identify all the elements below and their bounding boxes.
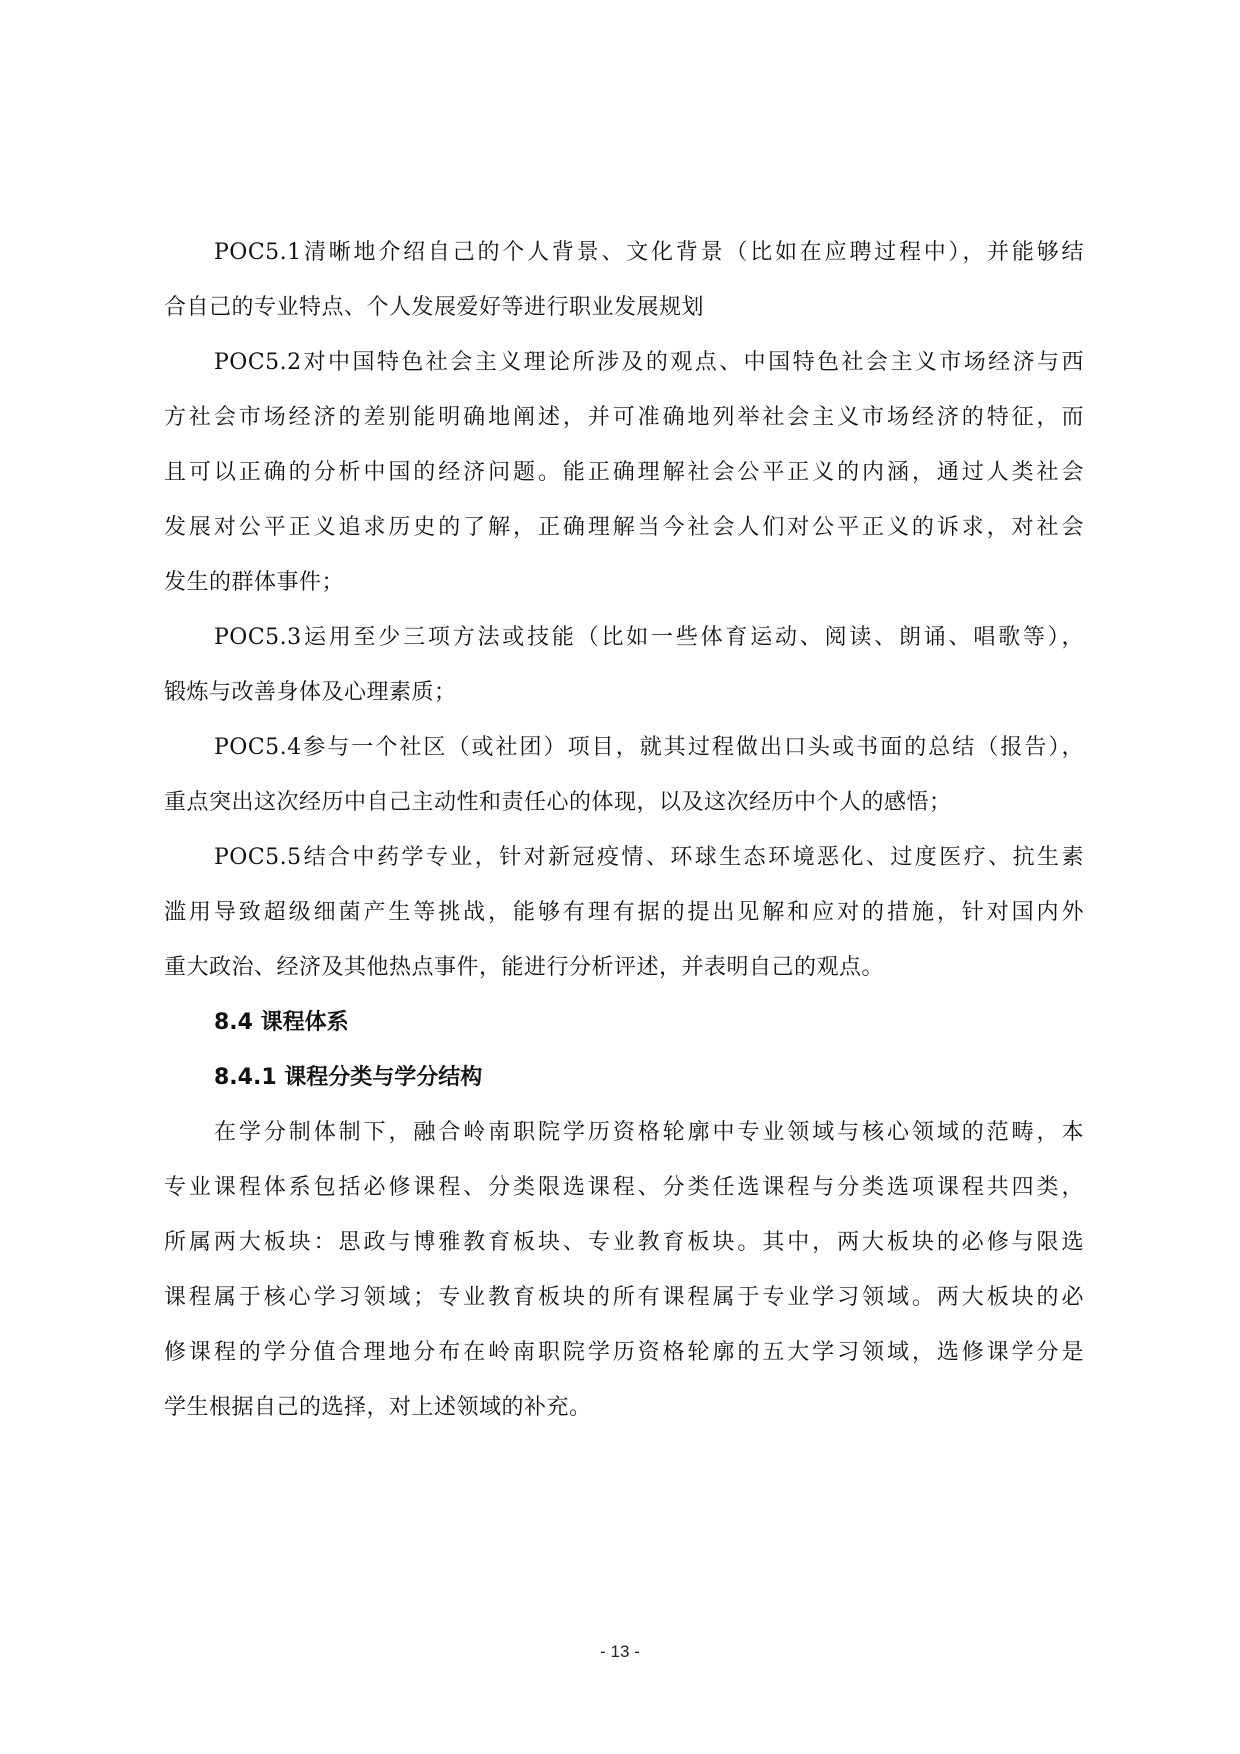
- poc5-5-line-2: 滥用导致超级细菌产生等挑战，能够有理有据的提出见解和应对的措施，针对国内外: [164, 900, 1084, 925]
- poc5-2-line-3: 且可以正确的分析中国的经济问题。能正确理解社会公平正义的内涵，通过人类社会: [164, 460, 1084, 485]
- poc5-1-line-2: 合自己的专业特点、个人发展爱好等进行职业发展规划: [164, 295, 705, 320]
- poc5-2-line-4: 发展对公平正义追求历史的了解，正确理解当今社会人们对公平正义的诉求，对社会: [164, 515, 1084, 540]
- poc5-1-line-1: POC5.1清晰地介绍自己的个人背景、文化背景（比如在应聘过程中），并能够结: [214, 240, 1084, 265]
- poc5-5-line-3: 重大政治、经济及其他热点事件，能进行分析评述，并表明自己的观点。: [164, 955, 885, 980]
- course-system-line-4: 课程属于核心学习领域；专业教育板块的所有课程属于专业学习领域。两大板块的必: [164, 1285, 1084, 1310]
- poc5-5-line-1: POC5.5结合中药学专业，针对新冠疫情、环球生态环境恶化、过度医疗、抗生素: [214, 845, 1084, 870]
- course-system-line-6: 学生根据自己的选择，对上述领域的补充。: [164, 1395, 592, 1420]
- section-heading-8-4: 8.4 课程体系: [214, 1010, 349, 1035]
- poc5-4-line-1: POC5.4参与一个社区（或社团）项目，就其过程做出口头或书面的总结（报告），: [214, 735, 1084, 760]
- section-heading-8-4-1: 8.4.1 课程分类与学分结构: [214, 1065, 483, 1090]
- poc5-2-line-5: 发生的群体事件；: [164, 570, 345, 595]
- poc5-3-line-1: POC5.3运用至少三项方法或技能（比如一些体育运动、阅读、朗诵、唱歌等），: [214, 625, 1084, 650]
- course-system-line-3: 所属两大板块：思政与博雅教育板块、专业教育板块。其中，两大板块的必修与限选: [164, 1230, 1084, 1255]
- course-system-line-5: 修课程的学分值合理地分布在岭南职院学历资格轮廓的五大学习领域，选修课学分是: [164, 1340, 1084, 1365]
- page-number: - 13 -: [600, 1642, 640, 1661]
- poc5-4-line-2: 重点突出这次经历中自己主动性和责任心的体现，以及这次经历中个人的感悟；: [164, 790, 952, 815]
- poc5-3-line-2: 锻炼与改善身体及心理素质；: [164, 680, 457, 705]
- course-system-line-2: 专业课程体系包括必修课程、分类限选课程、分类任选课程与分类选项课程共四类，: [164, 1175, 1084, 1200]
- poc5-2-line-2: 方社会市场经济的差别能明确地阐述，并可准确地列举社会主义市场经济的特征，而: [164, 405, 1084, 430]
- course-system-line-1: 在学分制体制下，融合岭南职院学历资格轮廓中专业领域与核心领域的范畴，本: [214, 1120, 1084, 1145]
- poc5-2-line-1: POC5.2对中国特色社会主义理论所涉及的观点、中国特色社会主义市场经济与西: [214, 350, 1084, 375]
